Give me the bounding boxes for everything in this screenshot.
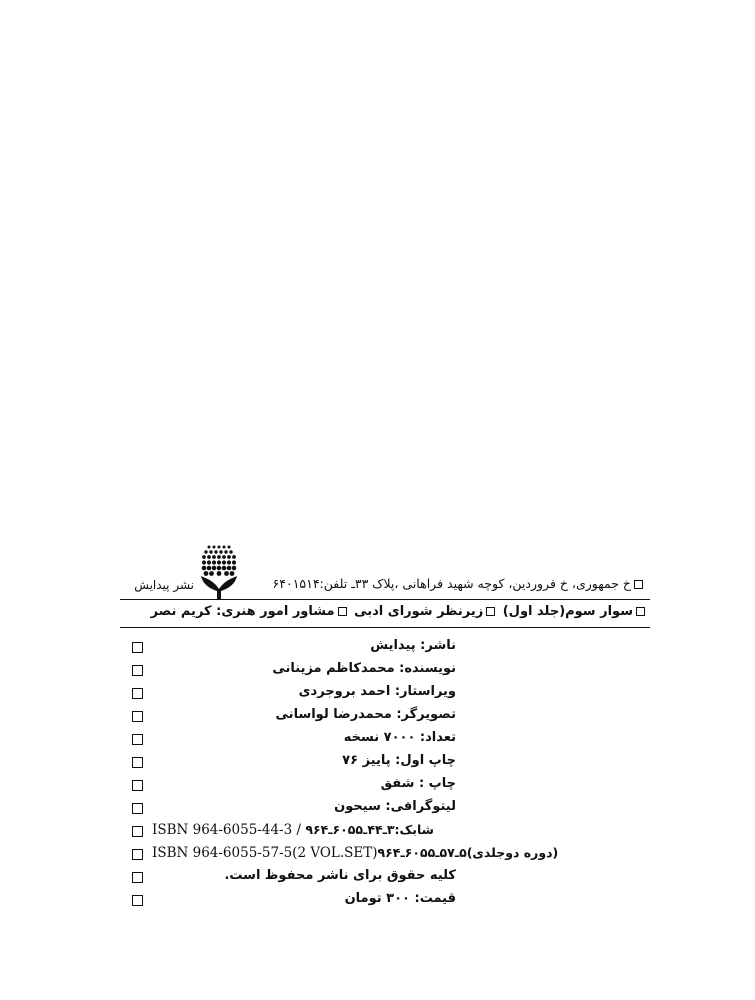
checkbox-icon xyxy=(132,688,143,699)
publisher-name: نشر پیدایش xyxy=(134,578,194,592)
credit-text: چاپ اول: پاییز ۷۶ xyxy=(342,753,456,768)
checkbox-icon xyxy=(132,872,143,883)
checkbox-icon xyxy=(132,895,143,906)
credit-text: تصویرگر: محمدرضا لواسانی xyxy=(275,707,456,722)
credit-print-run xyxy=(128,729,648,751)
isbn-persian: شابک:۳ـ۴۴ـ۶۰۵۵ـ۹۶۴ xyxy=(305,822,434,837)
checkbox-icon xyxy=(132,665,143,676)
credit-text xyxy=(152,822,482,838)
checkbox-icon xyxy=(132,849,143,860)
checkbox-icon xyxy=(132,803,143,814)
isbn-latin: ISBN 964-6055-44-3 / xyxy=(152,822,302,838)
checkbox-icon xyxy=(132,711,143,722)
credit-price xyxy=(128,890,648,912)
series-title: سوار سوم(جلد اول) xyxy=(502,604,633,619)
series-supervision: زیرنظر شورای ادبی xyxy=(354,604,484,619)
isbn-persian: (دوره دوجلدی)۵ـ۵۷ـ۶۰۵۵ـ۹۶۴ xyxy=(377,845,559,860)
credit-first-edition xyxy=(128,752,648,774)
checkbox-icon xyxy=(132,734,143,745)
credit-text: نویسنده: محمدکاظم مزینانی xyxy=(272,661,456,676)
credit-rights xyxy=(128,867,648,889)
credit-text xyxy=(152,845,632,861)
credit-editor xyxy=(128,683,648,705)
credit-text: کلیه حقوق برای ناشر محفوظ است. xyxy=(224,868,456,883)
credit-text: ناشر: پیدایش xyxy=(370,638,456,653)
credit-text: چاپ : شفق xyxy=(380,776,456,791)
isbn-latin: ISBN 964-6055-57-5(2 VOL.SET) xyxy=(152,845,378,861)
credit-illustrator xyxy=(128,706,648,728)
checkbox-icon xyxy=(132,642,143,653)
credit-text: لیتوگرافی: سیحون xyxy=(334,799,456,814)
address-text: خ جمهوری، خ فروردین، کوچه شهید فراهانی ،پلاک ۳۳ـ تلفن:۶۴۰۱۵۱۴ xyxy=(272,576,631,591)
checkbox-icon xyxy=(132,757,143,768)
credit-author xyxy=(128,660,648,682)
credit-lithography xyxy=(128,798,648,820)
credit-publisher xyxy=(128,637,648,659)
checkbox-icon xyxy=(132,826,143,837)
credit-text: تعداد: ۷۰۰۰ نسخه xyxy=(343,730,456,745)
series-art-advisor: مشاور امور هنری: کریم نصر xyxy=(150,604,335,619)
credit-text: قیمت: ۳۰۰ تومان xyxy=(344,891,456,906)
checkbox-icon xyxy=(132,780,143,791)
credit-text: ویراستار: احمد بروجردی xyxy=(298,684,456,699)
credit-isbn xyxy=(128,821,648,843)
credit-printer xyxy=(128,775,648,797)
credit-isbn-set xyxy=(128,844,648,866)
